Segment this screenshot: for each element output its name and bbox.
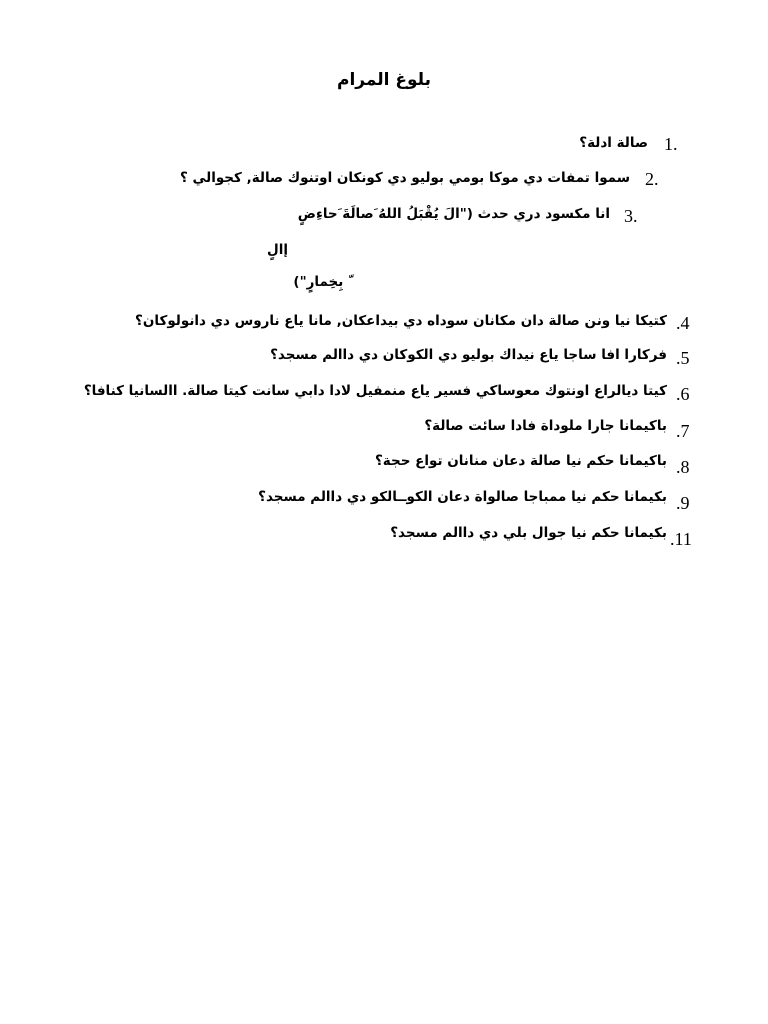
question-text: بكيمانا حكم نيا ممباجا صالواة دعان الكوــالكو دي داالم مسجد؟ <box>258 489 667 505</box>
question-number: 1. <box>664 134 678 154</box>
question-text: صالة ادلة؟ <box>579 135 648 151</box>
question-text: انا مكسود دري حدث ("الَ يُقْبَلُ اللهُ َصالَةَ َحاءِضٍ <box>297 206 610 222</box>
question-text: باكيمانا حكم نيا صالة دعان منانان تواع حجة؟ <box>374 453 667 469</box>
question-number: 3. <box>624 206 638 226</box>
question-text: سموا تمفات دي موكا بومي بوليو دي كونكان اوتنوك صالة, كجوالي ؟ <box>179 170 630 186</box>
question-text: بكيمانا حكم نيا جوال بلي دي داالم مسجد؟ <box>390 525 667 541</box>
question-text: كيتا ديالراع اونتوك معوساكي فسير ياع منمفيل لادا دابي سانت كيتا صالة. االسانيا كنافا؟ <box>83 383 667 399</box>
question-number: .5 <box>676 348 690 368</box>
question-text: باكيمانا جارا ملوداة فادا سائت صالة؟ <box>424 418 667 434</box>
question-number: 2. <box>645 169 659 189</box>
question-number: .11 <box>670 529 692 549</box>
question-number: .4 <box>676 313 690 333</box>
question-number: .7 <box>676 421 690 441</box>
question-text-continuation: ّ بِخِمارٍ") <box>293 274 348 290</box>
question-number: .9 <box>676 493 690 513</box>
question-text-continuation: إالٍ <box>267 242 288 258</box>
document-title: بلوغ المرام <box>337 70 431 90</box>
question-text: فركارا افا ساجا ياع نيداك بوليو دي الكوكان دي داالم مسجد؟ <box>270 347 667 363</box>
question-text: كتيكا نيا ونن صالة دان مكانان سوداه دي بيداعكان, مانا ياع ناروس دي دانولوكان؟ <box>135 313 667 329</box>
question-number: .6 <box>676 384 690 404</box>
question-number: .8 <box>676 457 690 477</box>
